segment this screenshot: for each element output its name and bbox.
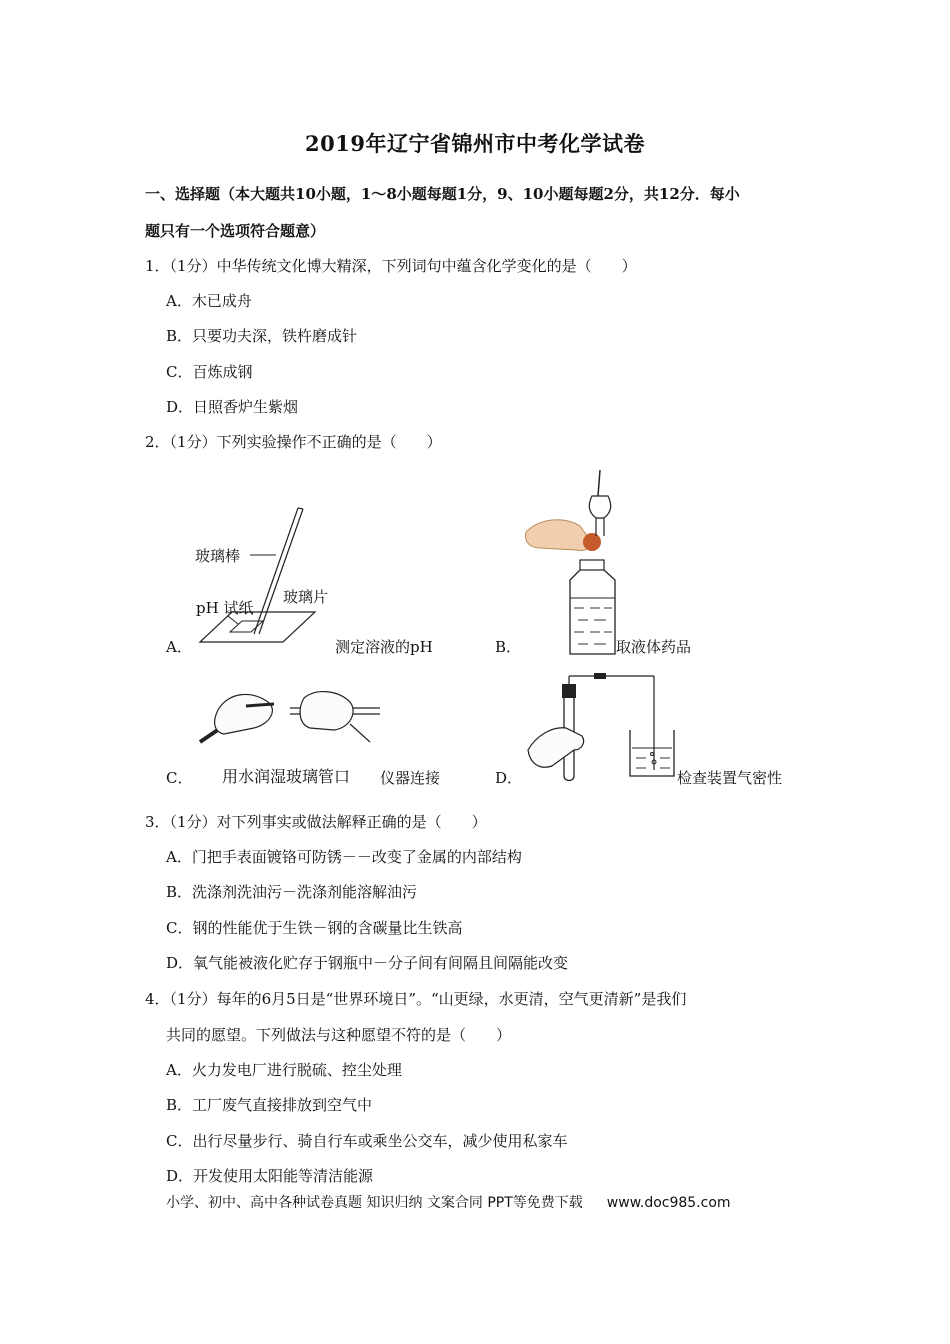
q4-option-c: C．出行尽量步行、骑自行车或乘坐公交车，减少使用私家车 — [166, 1132, 568, 1150]
question-3-stem: 3．（1分）对下列事实或做法解释正确的是（ ） — [145, 813, 487, 831]
question-2-stem: 2．（1分）下列实验操作不正确的是（ ） — [145, 433, 442, 451]
q3-option-a: A．门把手表面镀铬可防锈－－改变了金属的内部结构 — [166, 848, 522, 866]
question-4-stem-line1: 4．（1分）每年的6月5日是“世界环境日”。“山更绿，水更清，空气更清新”是我们 — [145, 990, 687, 1008]
q3-option-d: D．氧气能被液化贮存于钢瓶中－分子间有间隔且间隔能改变 — [166, 954, 569, 972]
q2-option-b-caption: 取液体药品 — [616, 638, 692, 656]
section-heading-line2: 题只有一个选项符合题意） — [145, 222, 326, 240]
q4-option-a: A．火力发电厂进行脱硫、控尘处理 — [166, 1061, 402, 1079]
q1-option-a: A．木已成舟 — [166, 292, 252, 310]
footer — [166, 1192, 731, 1212]
q2-option-b-letter: B． — [495, 638, 522, 656]
footer-url[interactable]: www.doc985.com — [606, 1195, 731, 1211]
ph-label-paper: pH 试纸 — [196, 599, 254, 617]
airtight-check-figure — [522, 670, 682, 785]
page-title: 2019年辽宁省锦州市中考化学试卷 — [305, 131, 645, 156]
section-heading-line1: 一、选择题（本大题共10小题，1～8小题每题1分，9、10小题每题2分，共12分．每小 — [145, 185, 740, 203]
ph-label-plate: 玻璃片 — [283, 588, 329, 606]
q3-option-c: C．钢的性能优于生铁－钢的含碳量比生铁高 — [166, 919, 463, 937]
q4-option-d: D．开发使用太阳能等清洁能源 — [166, 1167, 374, 1185]
q2-option-d-letter: D． — [495, 769, 523, 787]
q2-option-d-caption: 检查装置气密性 — [677, 769, 783, 787]
q2-option-a-letter: A． — [166, 638, 192, 656]
question-1-stem: 1．（1分）中华传统文化博大精深，下列词句中蕴含化学变化的是（ ） — [145, 257, 637, 275]
ph-test-figure — [190, 500, 340, 655]
dropper-bottle-figure — [520, 466, 640, 658]
q2-option-c-letter: C． — [166, 769, 193, 787]
q1-option-b: B．只要功夫深，铁杵磨成针 — [166, 327, 358, 345]
q2-option-c-caption: 仪器连接 — [380, 769, 441, 787]
tube-label-inner: 用水润湿玻璃管口 — [222, 767, 351, 786]
q1-option-c: C．百炼成钢 — [166, 363, 253, 381]
q1-option-d: D．日照香炉生紫烟 — [166, 398, 299, 416]
footer-text: 小学、初中、高中各种试卷真题 知识归纳 文案合同 PPT等免费下载 — [166, 1195, 583, 1211]
question-4-stem-line2: 共同的愿望。下列做法与这种愿望不符的是（ ） — [166, 1026, 512, 1044]
q4-option-b: B．工厂废气直接排放到空气中 — [166, 1096, 373, 1114]
q3-option-b: B．洗涤剂洗油污－洗涤剂能溶解油污 — [166, 883, 418, 901]
q2-option-a-caption: 测定溶液的pH — [335, 638, 433, 656]
ph-label-rod: 玻璃棒 — [195, 547, 241, 565]
tube-connection-figure — [194, 684, 384, 754]
